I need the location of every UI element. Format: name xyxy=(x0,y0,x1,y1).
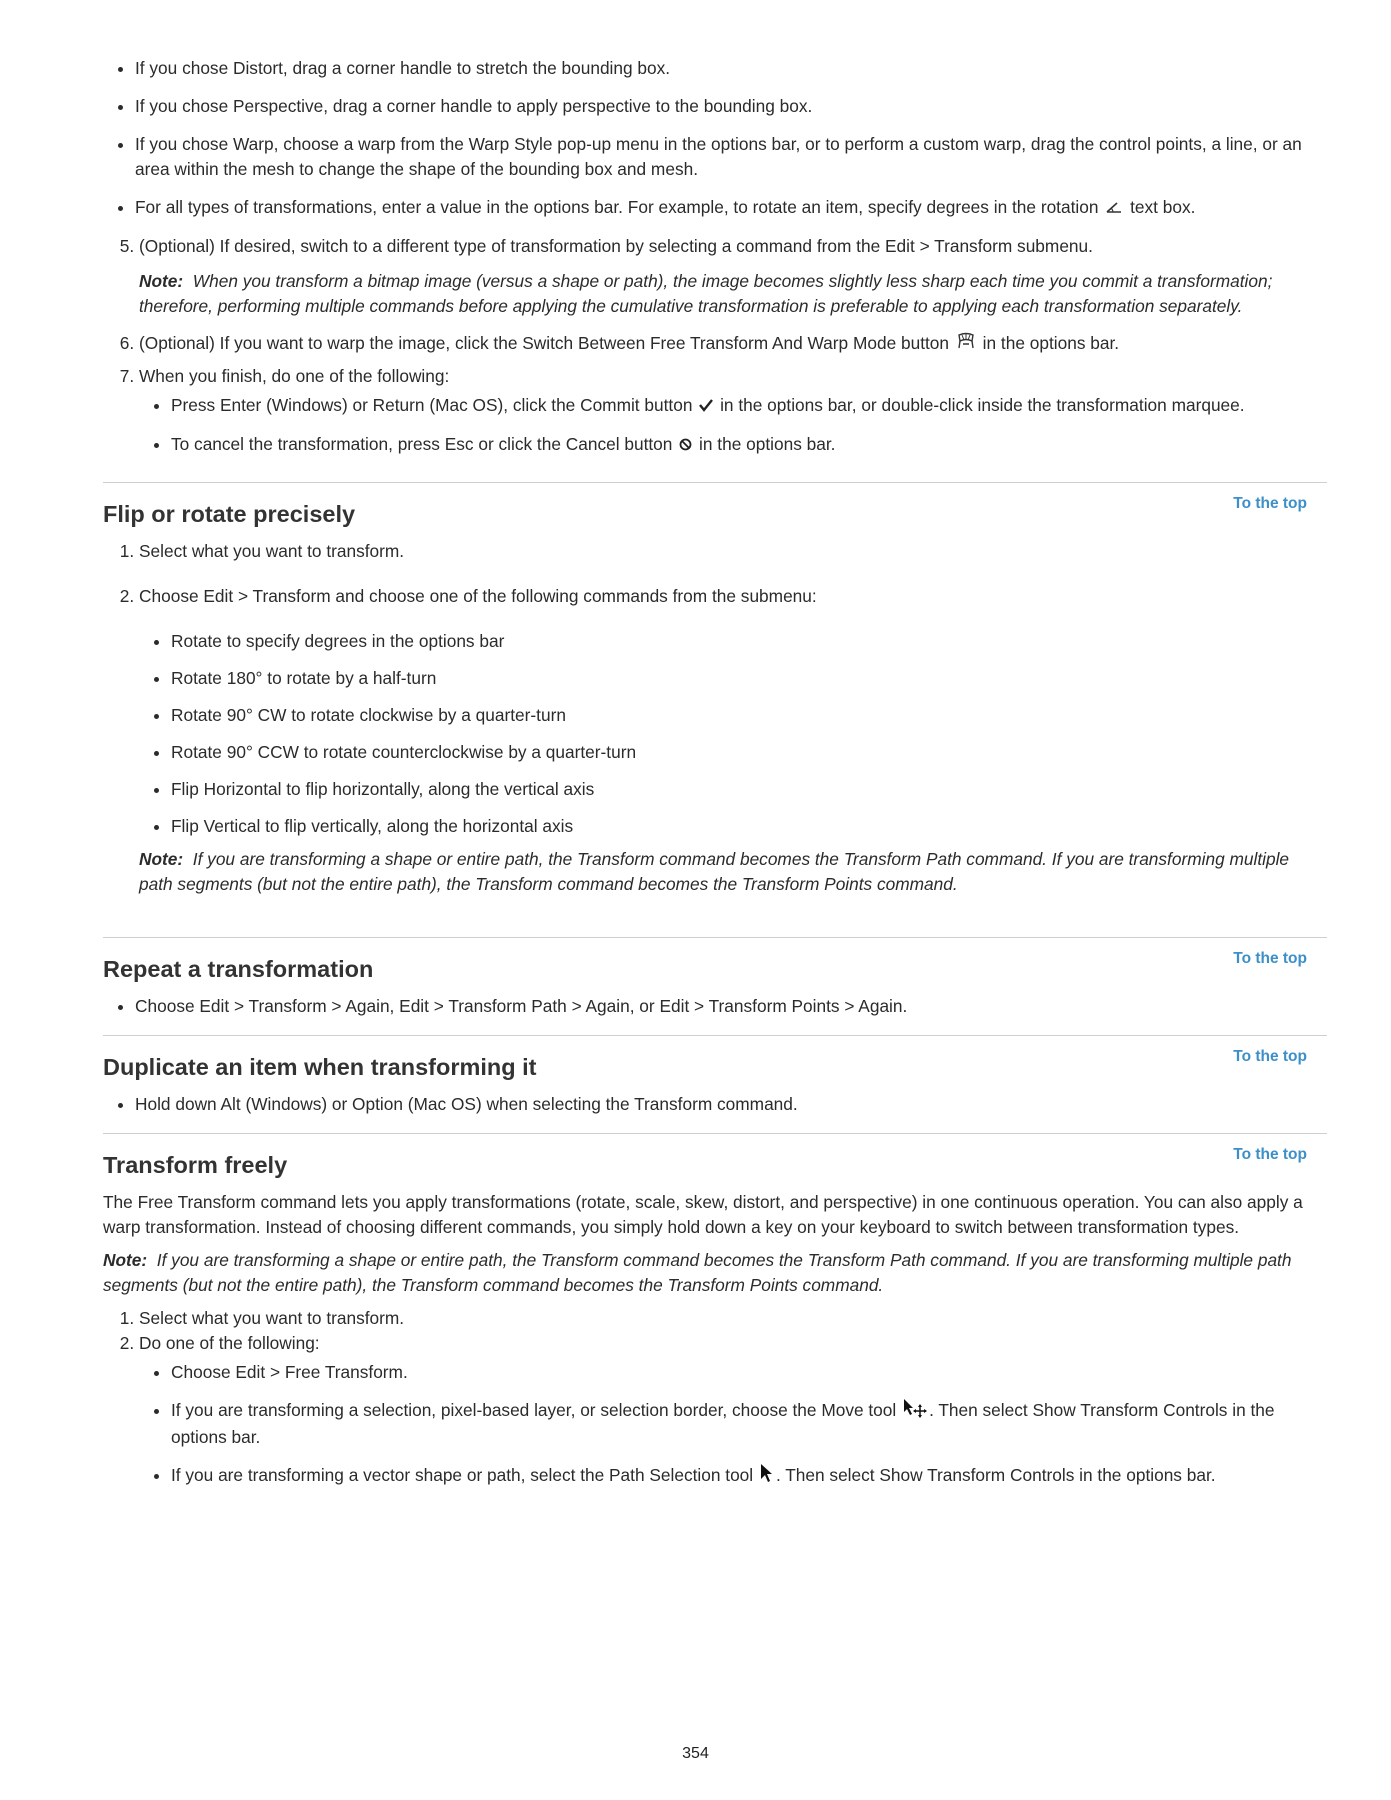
list-item: • Choose Edit > Free Transform. xyxy=(171,1360,1327,1385)
list-item: • Flip Vertical to flip vertically, along the horizontal axis xyxy=(171,814,1327,839)
section-title: Duplicate an item when transforming it xyxy=(103,1053,537,1080)
note-text: When you transform a bitmap image (versus a shape or path), the image becomes slightly less sharp each time you commit a transformation; therefore, performing multiple commands before applying the cumulative transformation is preferable to applying each transformation separately. xyxy=(139,270,1273,316)
finish-options-list xyxy=(139,393,1327,458)
list-item xyxy=(171,432,1327,458)
step-6-text-after: in the options bar. xyxy=(982,333,1120,353)
note xyxy=(139,269,1327,319)
section-title: Flip or rotate precisely xyxy=(103,500,356,527)
cancel-icon xyxy=(679,433,692,458)
list-item: • Rotate to specify degrees in the options bar xyxy=(171,629,1327,654)
move-tool-text: If you are transforming a selection, pixel-based layer, or selection border, choose the Move tool xyxy=(171,1399,897,1420)
path-selection-icon xyxy=(760,1463,774,1490)
list-item: • Flip Horizontal to flip horizontally, along the vertical axis xyxy=(171,777,1327,802)
step-2-text: Choose Edit > Transform and choose one of the following commands from the submenu: xyxy=(139,585,817,606)
to-the-top-link[interactable]: To the top xyxy=(1233,1047,1307,1065)
section-transform-freely xyxy=(103,1133,1327,1490)
step-7-text: When you finish, do one of the following: xyxy=(139,365,450,386)
note-label: Note: xyxy=(103,1249,148,1270)
step-5: 5. (Optional) If desired, switch to a different type of transformation by selecting a command from the Edit > Transform submenu. xyxy=(139,234,1327,259)
cancel-text: To cancel the transformation, press Esc or click the Cancel button xyxy=(171,433,673,454)
repeat-list xyxy=(103,994,1327,1019)
step-1: 1. Select what you want to transform. xyxy=(139,539,1327,564)
checkmark-icon xyxy=(699,394,713,419)
steps-list xyxy=(103,234,1327,259)
note-text: If you are transforming a shape or entire path, the Transform command becomes the Transform Path command. If you are transforming multiple path segments (but not the entire path), the Transform command becomes the Transform Points command. xyxy=(139,848,1290,894)
list-item: • Rotate 90° CCW to rotate counterclockwise by a quarter-turn xyxy=(171,740,1327,765)
cancel-text-after: in the options bar. xyxy=(699,433,836,454)
path-selection-text-after: . Then select Show Transform Controls in the options bar. xyxy=(775,1464,1216,1485)
note-label: Note: xyxy=(139,848,184,869)
duplicate-list xyxy=(103,1092,1327,1117)
section-duplicate xyxy=(103,1035,1327,1117)
page-content xyxy=(103,52,1327,1503)
free-transform-options-list xyxy=(139,1360,1327,1490)
step-2-text: Do one of the following: xyxy=(139,1332,320,1353)
list-item xyxy=(171,1463,1327,1490)
note-text: If you are transforming a shape or entire path, the Transform command becomes the Transform Path command. If you are transforming multiple path segments (but not the entire path), the Transform command becomes the Transform Points command. xyxy=(103,1249,1292,1295)
note xyxy=(103,1248,1327,1298)
steps-list xyxy=(103,1306,1327,1490)
section-title: Transform freely xyxy=(103,1151,288,1178)
step-1: 1. Select what you want to transform. xyxy=(139,1306,1327,1331)
transform-commands-list xyxy=(139,629,1327,839)
list-item: • Choose Edit > Transform > Again, Edit > Transform Path > Again, or Edit > Transform Points > Again. xyxy=(135,994,1327,1019)
move-tool-icon xyxy=(903,1398,927,1425)
steps-list xyxy=(103,331,1327,458)
steps-list xyxy=(103,539,1327,839)
step-2 xyxy=(139,584,1327,839)
section-title: Repeat a transformation xyxy=(103,955,374,982)
list-item: • If you chose Distort, drag a corner handle to stretch the bounding box. xyxy=(135,56,1327,81)
rotation-text-after: text box. xyxy=(1130,197,1196,217)
list-item: • If you chose Warp, choose a warp from the Warp Style pop-up menu in the options bar, or to perform a custom warp, drag the control points, a line, or an area within the mesh to change the shape of the bounding box and mesh. xyxy=(135,132,1327,182)
to-the-top-link[interactable]: To the top xyxy=(1233,1145,1307,1163)
section-flip-rotate xyxy=(103,482,1327,897)
list-item: • Rotate 180° to rotate by a half-turn xyxy=(171,666,1327,691)
list-item xyxy=(135,195,1327,221)
step-6 xyxy=(139,331,1327,358)
list-item xyxy=(171,393,1327,419)
commit-text-after: in the options bar, or double-click inside the transformation marquee. xyxy=(720,394,1245,415)
note-label: Note: xyxy=(139,270,184,291)
commit-text: Press Enter (Windows) or Return (Mac OS), click the Commit button xyxy=(171,394,693,415)
step-7 xyxy=(139,364,1327,458)
list-item: • Rotate 90° CW to rotate clockwise by a quarter-turn xyxy=(171,703,1327,728)
rotation-text-before: For all types of transformations, enter a value in the options bar. For example, to rotate an item, specify degrees in the rotation xyxy=(135,197,1099,217)
section-repeat xyxy=(103,937,1327,1019)
page-number: 354 xyxy=(682,1745,709,1762)
rotation-angle-icon xyxy=(1105,196,1123,221)
transform-options-list xyxy=(103,56,1327,221)
note xyxy=(139,847,1327,897)
to-the-top-link[interactable]: To the top xyxy=(1233,494,1307,512)
step-6-text: (Optional) If you want to warp the image, click the Switch Between Free Transform And Warp Mode button xyxy=(139,333,950,353)
list-item: • Hold down Alt (Windows) or Option (Mac OS) when selecting the Transform command. xyxy=(135,1092,1327,1117)
move-tool-text-after: . Then select Show Transform Controls in the options bar. xyxy=(171,1399,1275,1447)
path-selection-text: If you are transforming a vector shape or path, select the Path Selection tool xyxy=(171,1464,754,1485)
intro-paragraph: The Free Transform command lets you apply transformations (rotate, scale, skew, distort, and perspective) in one continuous operation. You can also apply a warp transformation. Instead of choosing different commands, you simply hold down a key on your keyboard to switch between transformation types. xyxy=(103,1191,1303,1237)
step-2 xyxy=(139,1331,1327,1490)
list-item: • If you chose Perspective, drag a corner handle to apply perspective to the bounding box. xyxy=(135,94,1327,119)
list-item xyxy=(171,1398,1327,1450)
to-the-top-link[interactable]: To the top xyxy=(1233,949,1307,967)
warp-mode-icon xyxy=(956,331,976,358)
